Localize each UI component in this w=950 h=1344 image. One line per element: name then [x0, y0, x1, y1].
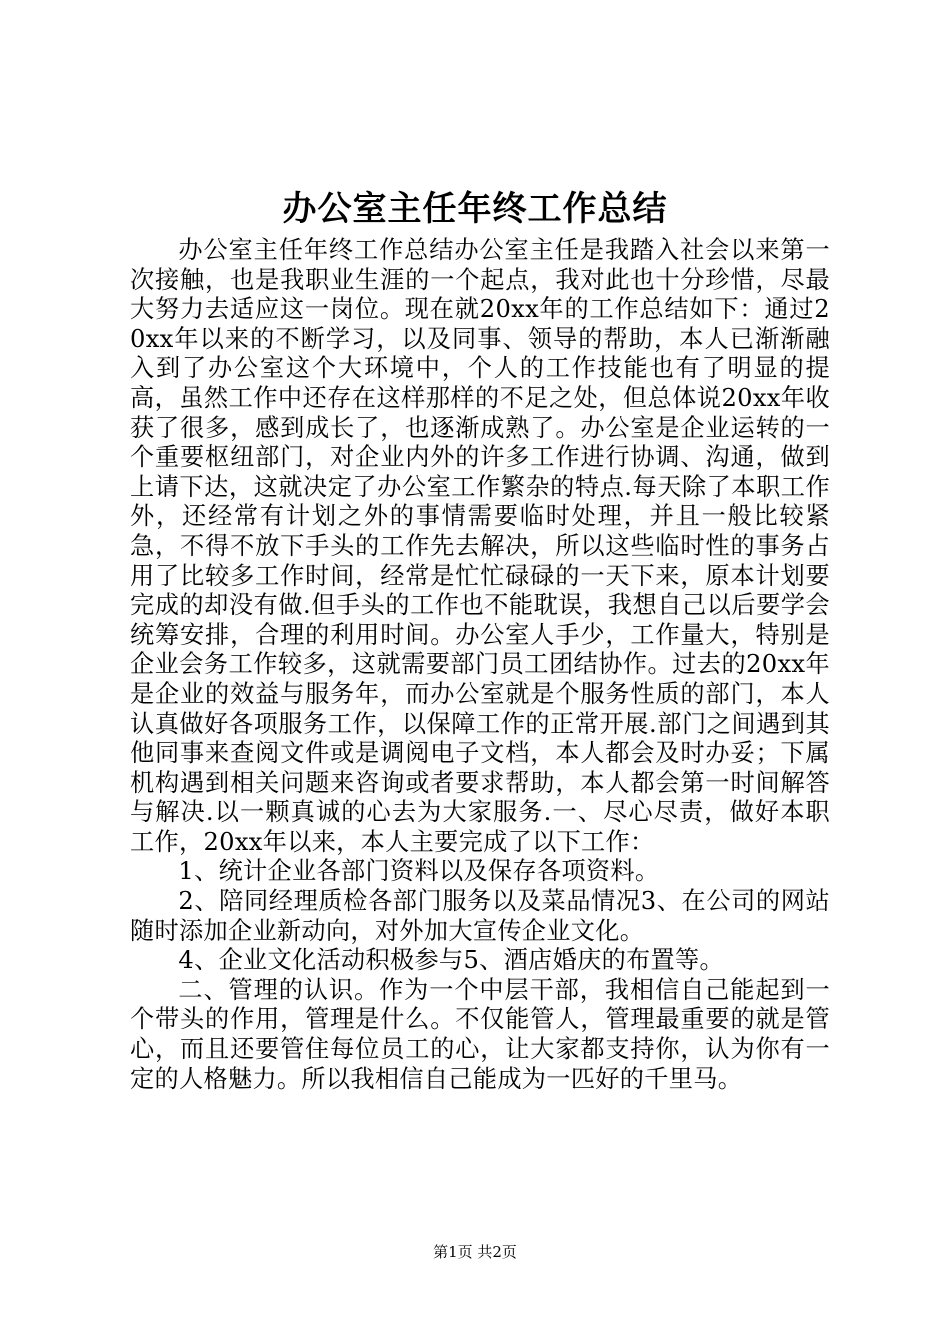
- document-title: 办公室主任年终工作总结: [282, 189, 668, 229]
- paragraph-item-1: 1、统计企业各部门资料以及保存各项资料。: [178, 857, 660, 886]
- paragraph-intro: 办公室主任年终工作总结办公室主任是我踏入社会以来第一次接触，也是我职业生涯的一个起点，我对此也十分珍惜，尽最大努力去适应这一岗位。现在就20xx年的工作总结如下：通过20xx年以来的不断学习，以及同事、领导的帮助，本人已渐渐融入到了办公室这个大环境中，个人的工作技能也有了明显的提高，虽然工作中还存在这样那样的不足之处，但总体说20xx年收获了很多，感到成长了，也逐渐成熟了。办公室是企业运转的一个重要枢纽部门，对企业内外的许多工作进行协调、沟通，做到上请下达，这就决定了办公室工作繁杂的特点.每天除了本职工作外，还经常有计划之外的事情需要临时处理，并且一般比较紧急，不得不放下手头的工作先去解决，所以这些临时性的事务占用了比较多工作时间，经常是忙忙碌碌的一天下来，原本计划要完成的却没有做.但手头的工作也不能耽误，我想自己以后要学会统筹安排，合理的利用时间。办公室人手少，工作量大，特别是企业会务工作较多，这就需要部门员工团结协作。过去的20xx年是企业的效益与服务年，而办公室就是个服务性质的部门，本人认真做好各项服务工作，以保障工作的正常开展.部门之间遇到其他同事来查阅文件或是调阅电子文档，本人都会及时办妥；下属机构遇到相关问题来咨询或者要求帮助，本人都会第一时间解答与解决.以一颗真诚的心去为大家服务.一、尽心尽责，做好本职工作，20xx年以来，本人主要完成了以下工作：: [130, 236, 830, 856]
- paragraph-management: 二、管理的认识。作为一个中层干部，我相信自己能起到一个带头的作用，管理是什么。不仅能管人，管理最重要的就是管心，而且还要管住每位员工的心，让大家都支持你，认为你有一定的人格魅力。所以我相信自己能成为一匹好的千里马。: [130, 975, 830, 1093]
- page-number-footer: 第1页 共2页: [433, 1243, 517, 1261]
- paragraph-item-2-3: 2、陪同经理质检各部门服务以及菜品情况3、在公司的网站随时添加企业新动向，对外加大宣传企业文化。: [130, 887, 830, 945]
- paragraph-item-4-5: 4、企业文化活动积极参与5、酒店婚庆的布置等。: [178, 946, 725, 975]
- document-body: [130, 236, 830, 1094]
